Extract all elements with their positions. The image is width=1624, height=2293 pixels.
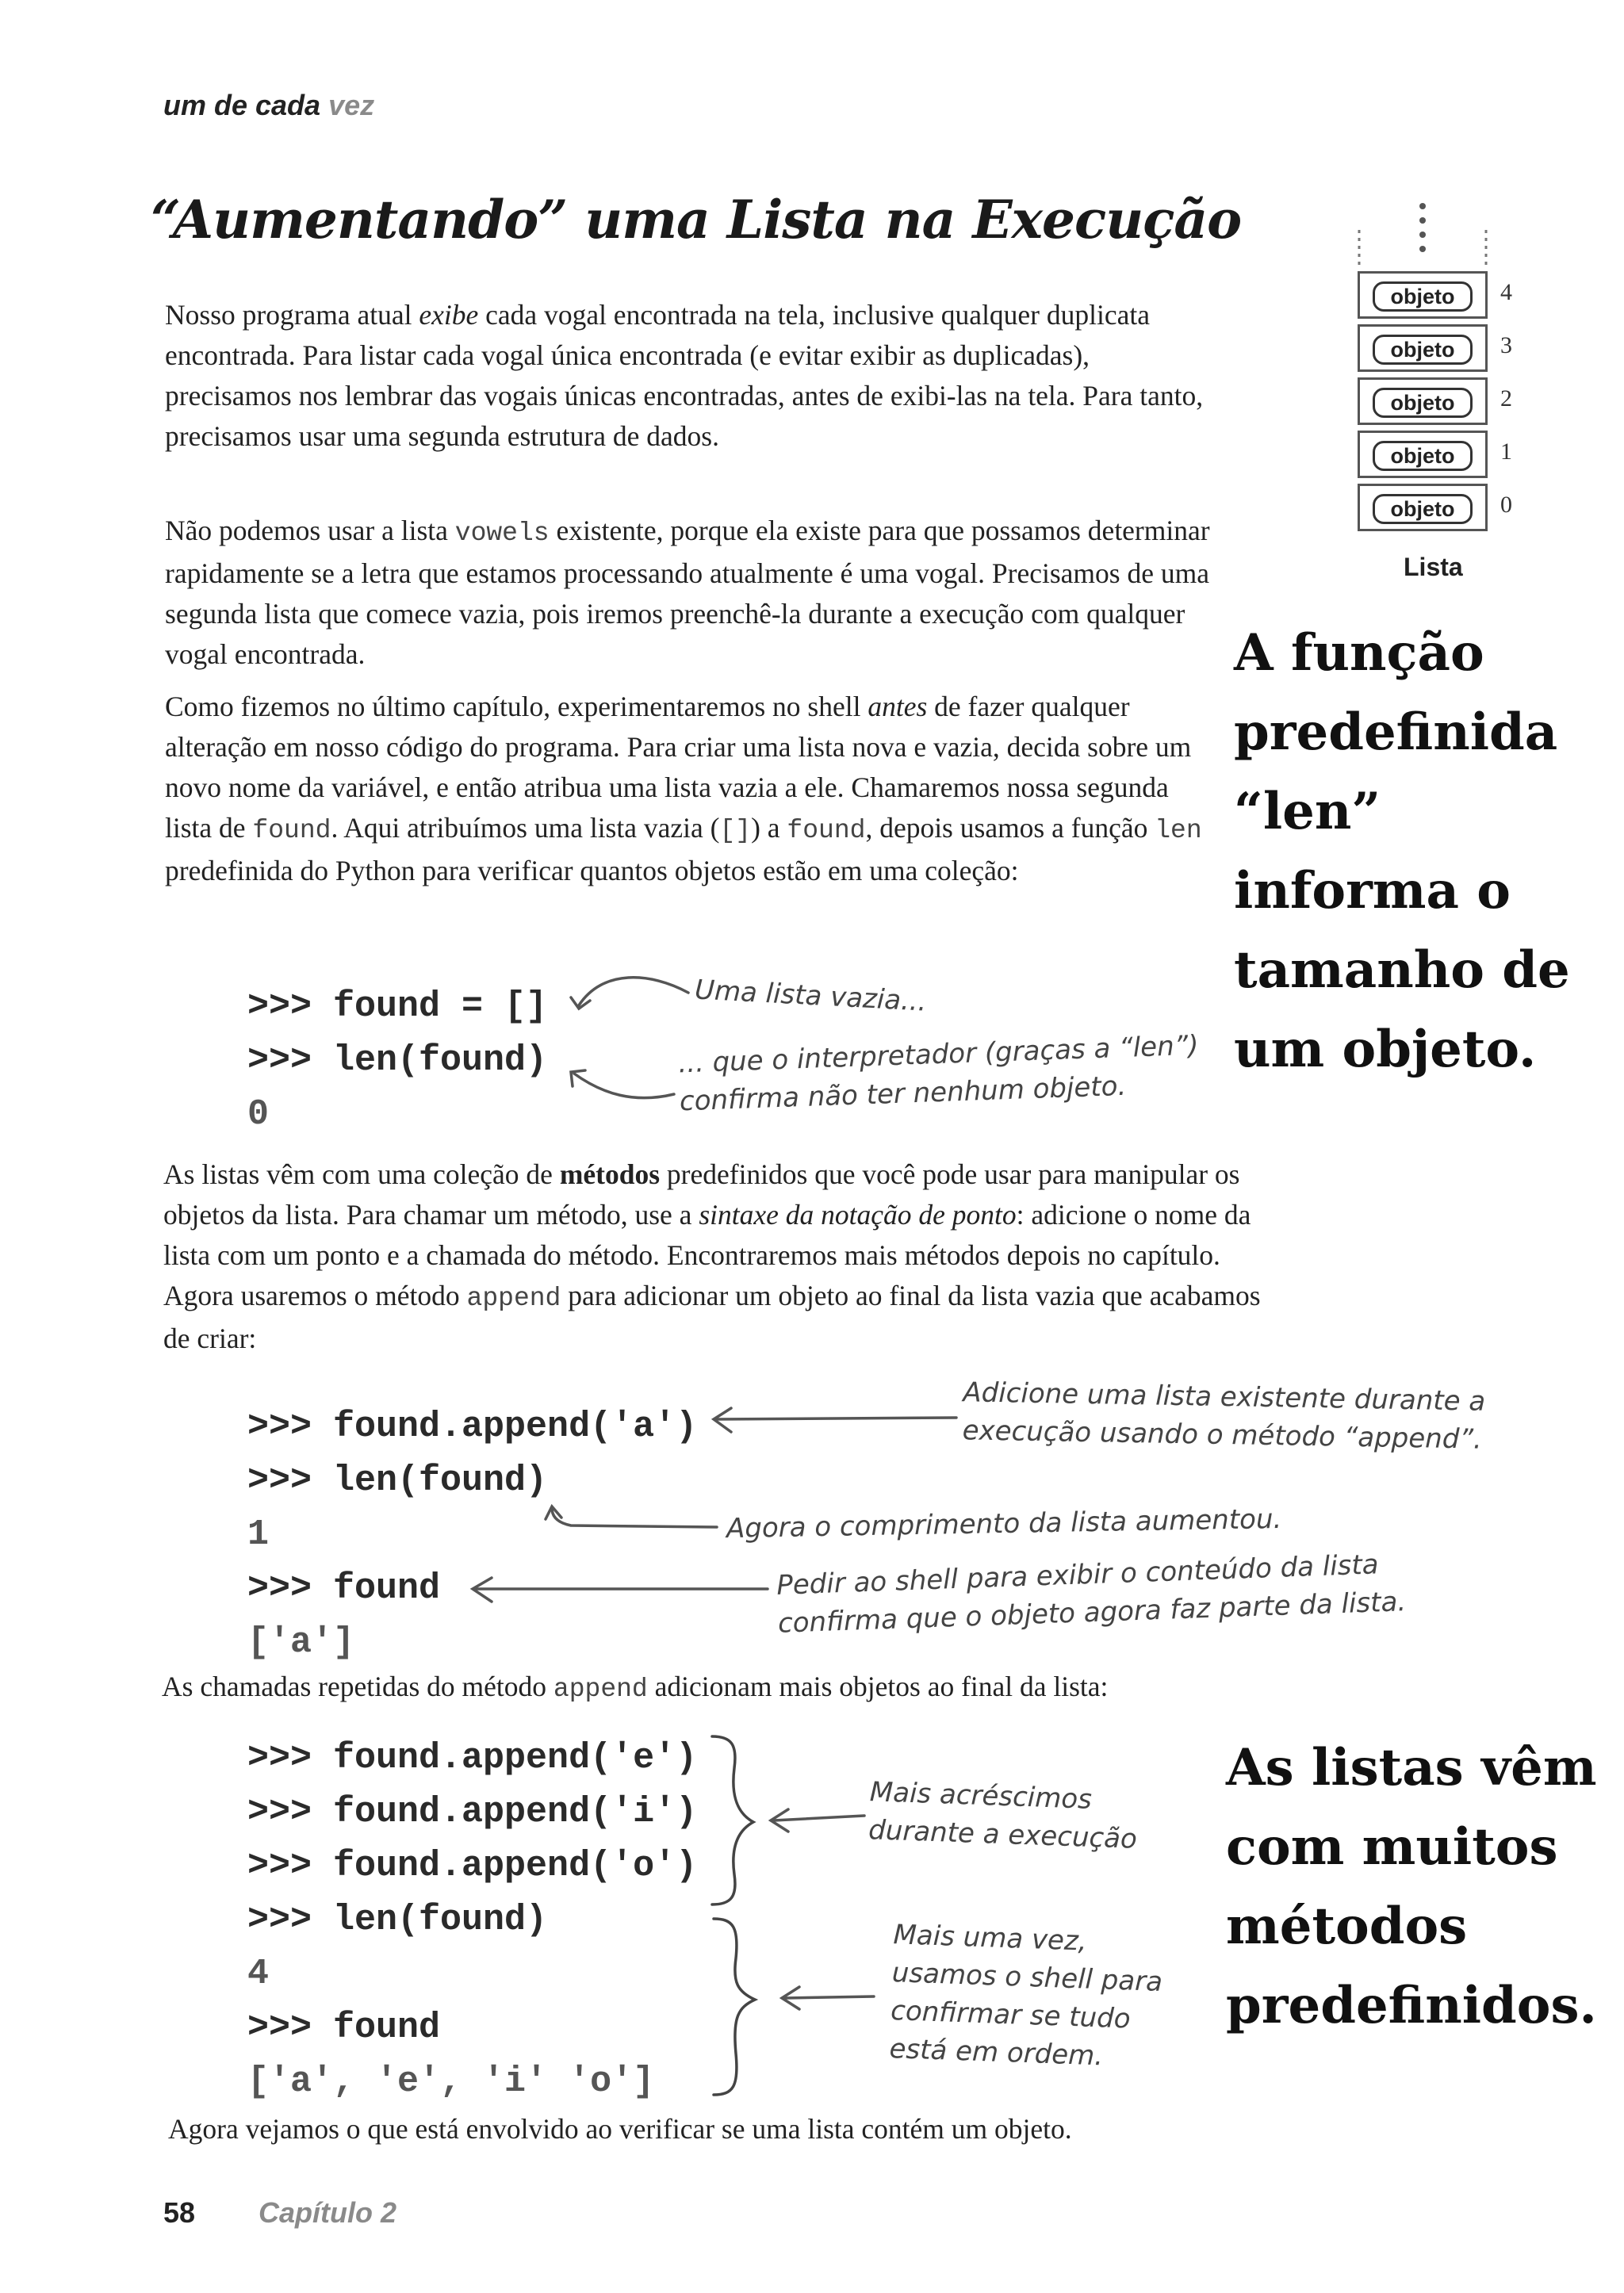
- page-number: 58: [163, 2196, 196, 2229]
- stack-index: 0: [1500, 492, 1512, 518]
- note-interpreter-confirms: ... que o interpretador (graças a “len”) confirma não ter nenhum objeto.: [677, 1029, 1200, 1118]
- text-run: existente, porque ela existe para que possamos determinar rapidamente se a letra que estamos processando atualmente é uma vogal. Precisamos de uma segunda lista que comece vazia, pois iremos preenchê-la durante a execução com qualquer vogal encontrada.: [165, 515, 1210, 670]
- text-run: cada vogal encontrada na tela, inclusive qualquer duplicata encontrada. Para listar cada vogal única encontrada (e evitar exibir as duplicadas), precisamos nos lembrar das vogais únicas encontradas, antes de exibi-las na tela. Para tanto, precisamos usar uma segunda estrutura de dados.: [165, 299, 1204, 452]
- inline-code: len: [1155, 816, 1202, 845]
- stack-item: objeto: [1373, 335, 1473, 365]
- code-output: 4: [247, 1954, 270, 1994]
- note-shell-shows-contents: Pedir ao shell para exibir o conteúdo da lista confirma que o objeto agora faz parte da lista.: [776, 1548, 1407, 1640]
- code-output: ['a', 'e', 'i' 'o']: [247, 2061, 655, 2102]
- inline-code: append: [553, 1675, 648, 1704]
- inline-code: found: [787, 816, 866, 845]
- text-run: , depois usamos a função: [865, 812, 1155, 844]
- note-confirm-order: Mais uma vez, usamos o shell para confirmar se tudo está em ordem.: [888, 1919, 1163, 2073]
- paragraph-6: Agora vejamos o que está envolvido ao verificar se uma lista contém um objeto.: [168, 2113, 1072, 2145]
- inline-code: []: [719, 816, 752, 845]
- text-run: Não podemos usar a lista: [165, 515, 455, 546]
- text-run: adicionam mais objetos ao final da lista:: [647, 1671, 1109, 1702]
- note-append-method: Adicione uma lista existente durante a execução usando o método “append”.: [962, 1376, 1486, 1456]
- sidebar-line: “len”: [1234, 782, 1381, 841]
- text-bold: métodos: [559, 1158, 661, 1190]
- note-length-increased: Agora o comprimento da lista aumentou.: [726, 1503, 1282, 1545]
- code-line: >>> found.append('o'): [247, 1846, 698, 1886]
- code-line: >>> found: [247, 1568, 441, 1609]
- stack-item: objeto: [1373, 281, 1473, 312]
- sidebar-line: informa o: [1234, 861, 1511, 921]
- stack-item: objeto: [1373, 494, 1473, 524]
- code-output: 0: [247, 1094, 270, 1135]
- stack-index: 3: [1500, 332, 1512, 358]
- text-italic: antes: [868, 691, 928, 722]
- inline-code: vowels: [454, 519, 550, 548]
- code-output: ['a']: [247, 1622, 355, 1663]
- text-run: : adicione o nome da lista com um ponto e a chamada do método. Encontraremos mais métodos depois no capítulo. Agora usaremos o método: [163, 1199, 1251, 1311]
- sidebar-line: As listas vêm: [1226, 1738, 1597, 1797]
- text-italic: exibe: [419, 299, 479, 331]
- code-line: >>> found: [247, 2008, 441, 2048]
- text-run: predefinidos que você pode usar para manipular os objetos da lista. Para chamar um método, use a: [163, 1158, 1240, 1231]
- text-run: As chamadas repetidas do método: [162, 1671, 553, 1702]
- page-title: “Aumentando” uma Lista na Execução: [151, 189, 1242, 251]
- text-italic: sintaxe da notação de ponto: [699, 1199, 1017, 1231]
- text-run: predefinida do Python para verificar quantos objetos estão em uma coleção:: [165, 855, 1019, 886]
- chapter-label: Capítulo 2: [259, 2196, 397, 2229]
- code-line: >>> found.append('i'): [247, 1792, 698, 1832]
- header-section: um de cada: [163, 89, 321, 121]
- code-line: >>> found = []: [247, 986, 548, 1027]
- stack-label: Lista: [1404, 553, 1463, 581]
- stack-item: objeto: [1373, 388, 1473, 418]
- stack-item: objeto: [1373, 441, 1473, 471]
- text-run: para adicionar um objeto ao final da lista vazia que acabamos de criar:: [163, 1280, 1261, 1354]
- note-more-appends: Mais acréscimos durante a execução: [868, 1776, 1138, 1855]
- stack-index: 2: [1500, 385, 1512, 412]
- sidebar-line: métodos: [1226, 1897, 1468, 1956]
- stack-index: 1: [1500, 438, 1512, 465]
- code-output: 1: [247, 1514, 270, 1555]
- stack-index: 4: [1500, 279, 1512, 305]
- sidebar-line: um objeto.: [1234, 1020, 1537, 1079]
- note-empty-list: Uma lista vazia...: [694, 974, 928, 1018]
- sidebar-line: tamanho de: [1234, 940, 1570, 1000]
- sidebar-line: com muitos: [1226, 1817, 1558, 1877]
- sidebar-line: predefinidos.: [1226, 1976, 1597, 2035]
- text-run: As listas vêm com uma coleção de: [163, 1158, 560, 1190]
- code-line: >>> found.append('a'): [247, 1407, 698, 1447]
- sidebar-line: A função: [1234, 623, 1484, 683]
- text-run: de fazer qualquer alteração em nosso código do programa. Para criar uma lista nova e vazia, decida sobre um novo nome da variável, e então atribua uma lista vazia a ele. Chamaremos nossa segunda lista de: [165, 691, 1192, 844]
- header-section-light: vez: [328, 89, 375, 121]
- text-run: Nosso programa atual: [165, 299, 419, 331]
- text-run: . Aqui atribuímos uma lista vazia (: [331, 812, 720, 844]
- inline-code: found: [252, 816, 331, 845]
- sidebar-line: predefinida: [1234, 702, 1558, 762]
- inline-code: append: [466, 1284, 561, 1313]
- text-run: ) a: [751, 812, 787, 844]
- text-run: Como fizemos no último capítulo, experimentaremos no shell: [165, 691, 868, 722]
- code-line: >>> len(found): [247, 1460, 548, 1501]
- code-line: >>> len(found): [247, 1040, 548, 1081]
- code-line: >>> found.append('e'): [247, 1738, 698, 1778]
- code-line: >>> len(found): [247, 1900, 548, 1940]
